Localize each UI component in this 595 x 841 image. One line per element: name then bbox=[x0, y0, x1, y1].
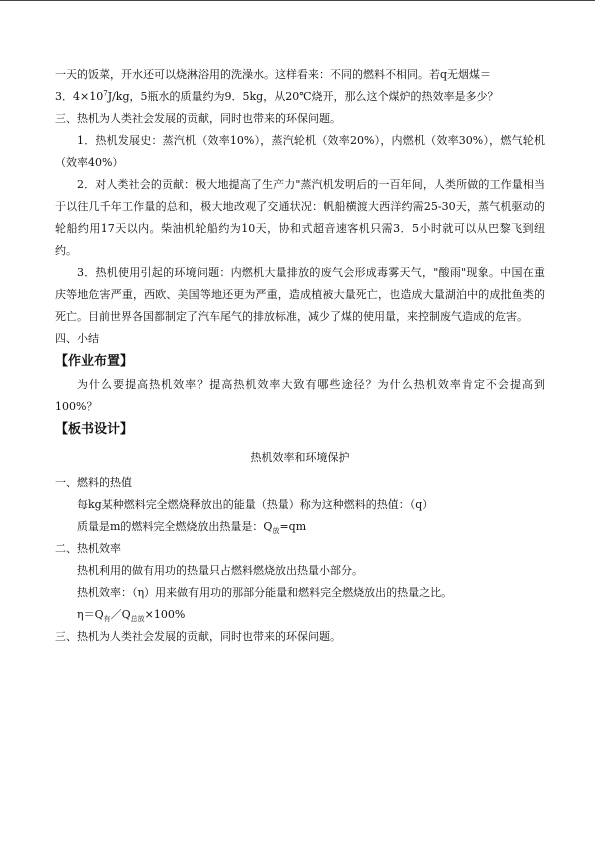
point-1-history: 1．热机发展史：蒸汽机（效率10%），蒸汽轮机（效率20%），内燃机（效率30%），燃气轮机（效率40%） bbox=[55, 134, 545, 169]
exponent: 7 bbox=[103, 89, 108, 98]
heat-formula-subscript: 放 bbox=[272, 527, 280, 536]
intro-paragraph-line-2 bbox=[55, 86, 545, 108]
formula-part-b: ／Q bbox=[110, 608, 131, 621]
question-text: J/kg，5瓶水的质量约为9．5kg，从20℃烧开，那么这个煤炉的热效率是多少？ bbox=[107, 90, 499, 103]
board-heat-formula bbox=[55, 516, 545, 538]
formula-part-a: η＝Q bbox=[77, 608, 104, 621]
calorific-value-text: 3．4×10 bbox=[55, 90, 104, 103]
board-efficiency-note: 热机利用的做有用功的热量只占燃料燃烧放出热量小部分。 bbox=[77, 564, 363, 577]
header-rule bbox=[0, 0, 595, 1]
homework-heading: 【作业布置】 bbox=[55, 354, 134, 369]
homework-text: 为什么要提高热机效率？提高热机效率大致有哪些途径？为什么热机效率肯定不会提高到100%？ bbox=[55, 378, 545, 413]
formula-sub-useful: 有 bbox=[103, 615, 111, 624]
section-4-heading: 四、小结 bbox=[55, 332, 99, 345]
board-definition-calorific: 每kg某种燃料完全燃烧释放出的能量（热量）称为这种燃料的热值：（q） bbox=[77, 498, 434, 511]
point-2-contribution: 2．对人类社会的贡献：极大地提高了生产力"蒸汽机发明后的一百年间，人类所做的工作量相当于以往几千年工作量的总和，极大地改观了交通状况：帆船横渡大西洋约需25-30天，蒸气机驱动的轮船约用17天以内。柴油机轮船约为10天，协和式超音速客机只需3．5小时就可以从巴黎飞到纽约。 bbox=[55, 178, 545, 257]
board-section-2: 二、热机效率 bbox=[55, 542, 121, 555]
heat-formula-rhs: =qm bbox=[279, 520, 307, 533]
document-page bbox=[55, 64, 545, 648]
board-design-heading: 【板书设计】 bbox=[55, 422, 134, 437]
board-title: 热机效率和环境保护 bbox=[250, 451, 350, 464]
section-3-heading: 三、热机为人类社会发展的贡献，同时也带来的环保问题。 bbox=[55, 112, 341, 125]
formula-sub-total: 总放 bbox=[130, 615, 145, 624]
board-section-1: 一、燃料的热值 bbox=[55, 476, 132, 489]
heat-formula-text: 质量是m的燃料完全燃烧放出热量是：Q bbox=[77, 520, 273, 533]
board-efficiency-definition: 热机效率：（η）用来做有用功的那部分能量和燃料完全燃烧放出的热量之比。 bbox=[77, 586, 453, 599]
formula-part-c: ×100% bbox=[144, 608, 186, 621]
intro-paragraph-line-1: 一天的饭菜，开水还可以烧淋浴用的洗澡水。这样看来：不同的燃料不相同。若q无烟煤＝ bbox=[55, 68, 492, 81]
point-3-environment: 3．热机使用引起的环境问题：内燃机大量排放的废气会形成毒雾天气，"酸雨"现象。中国在重庆等地危害严重，西欧、美国等地还更为严重，造成植被大量死亡，也造成大量湖泊中的成批鱼类的死亡。目前世界各国都制定了汽车尾气的排放标准，减少了煤的使用量，来控制废气造成的危害。 bbox=[55, 266, 545, 323]
board-efficiency-formula bbox=[55, 604, 545, 626]
board-section-3: 三、热机为人类社会发展的贡献，同时也带来的环保问题。 bbox=[55, 630, 341, 643]
